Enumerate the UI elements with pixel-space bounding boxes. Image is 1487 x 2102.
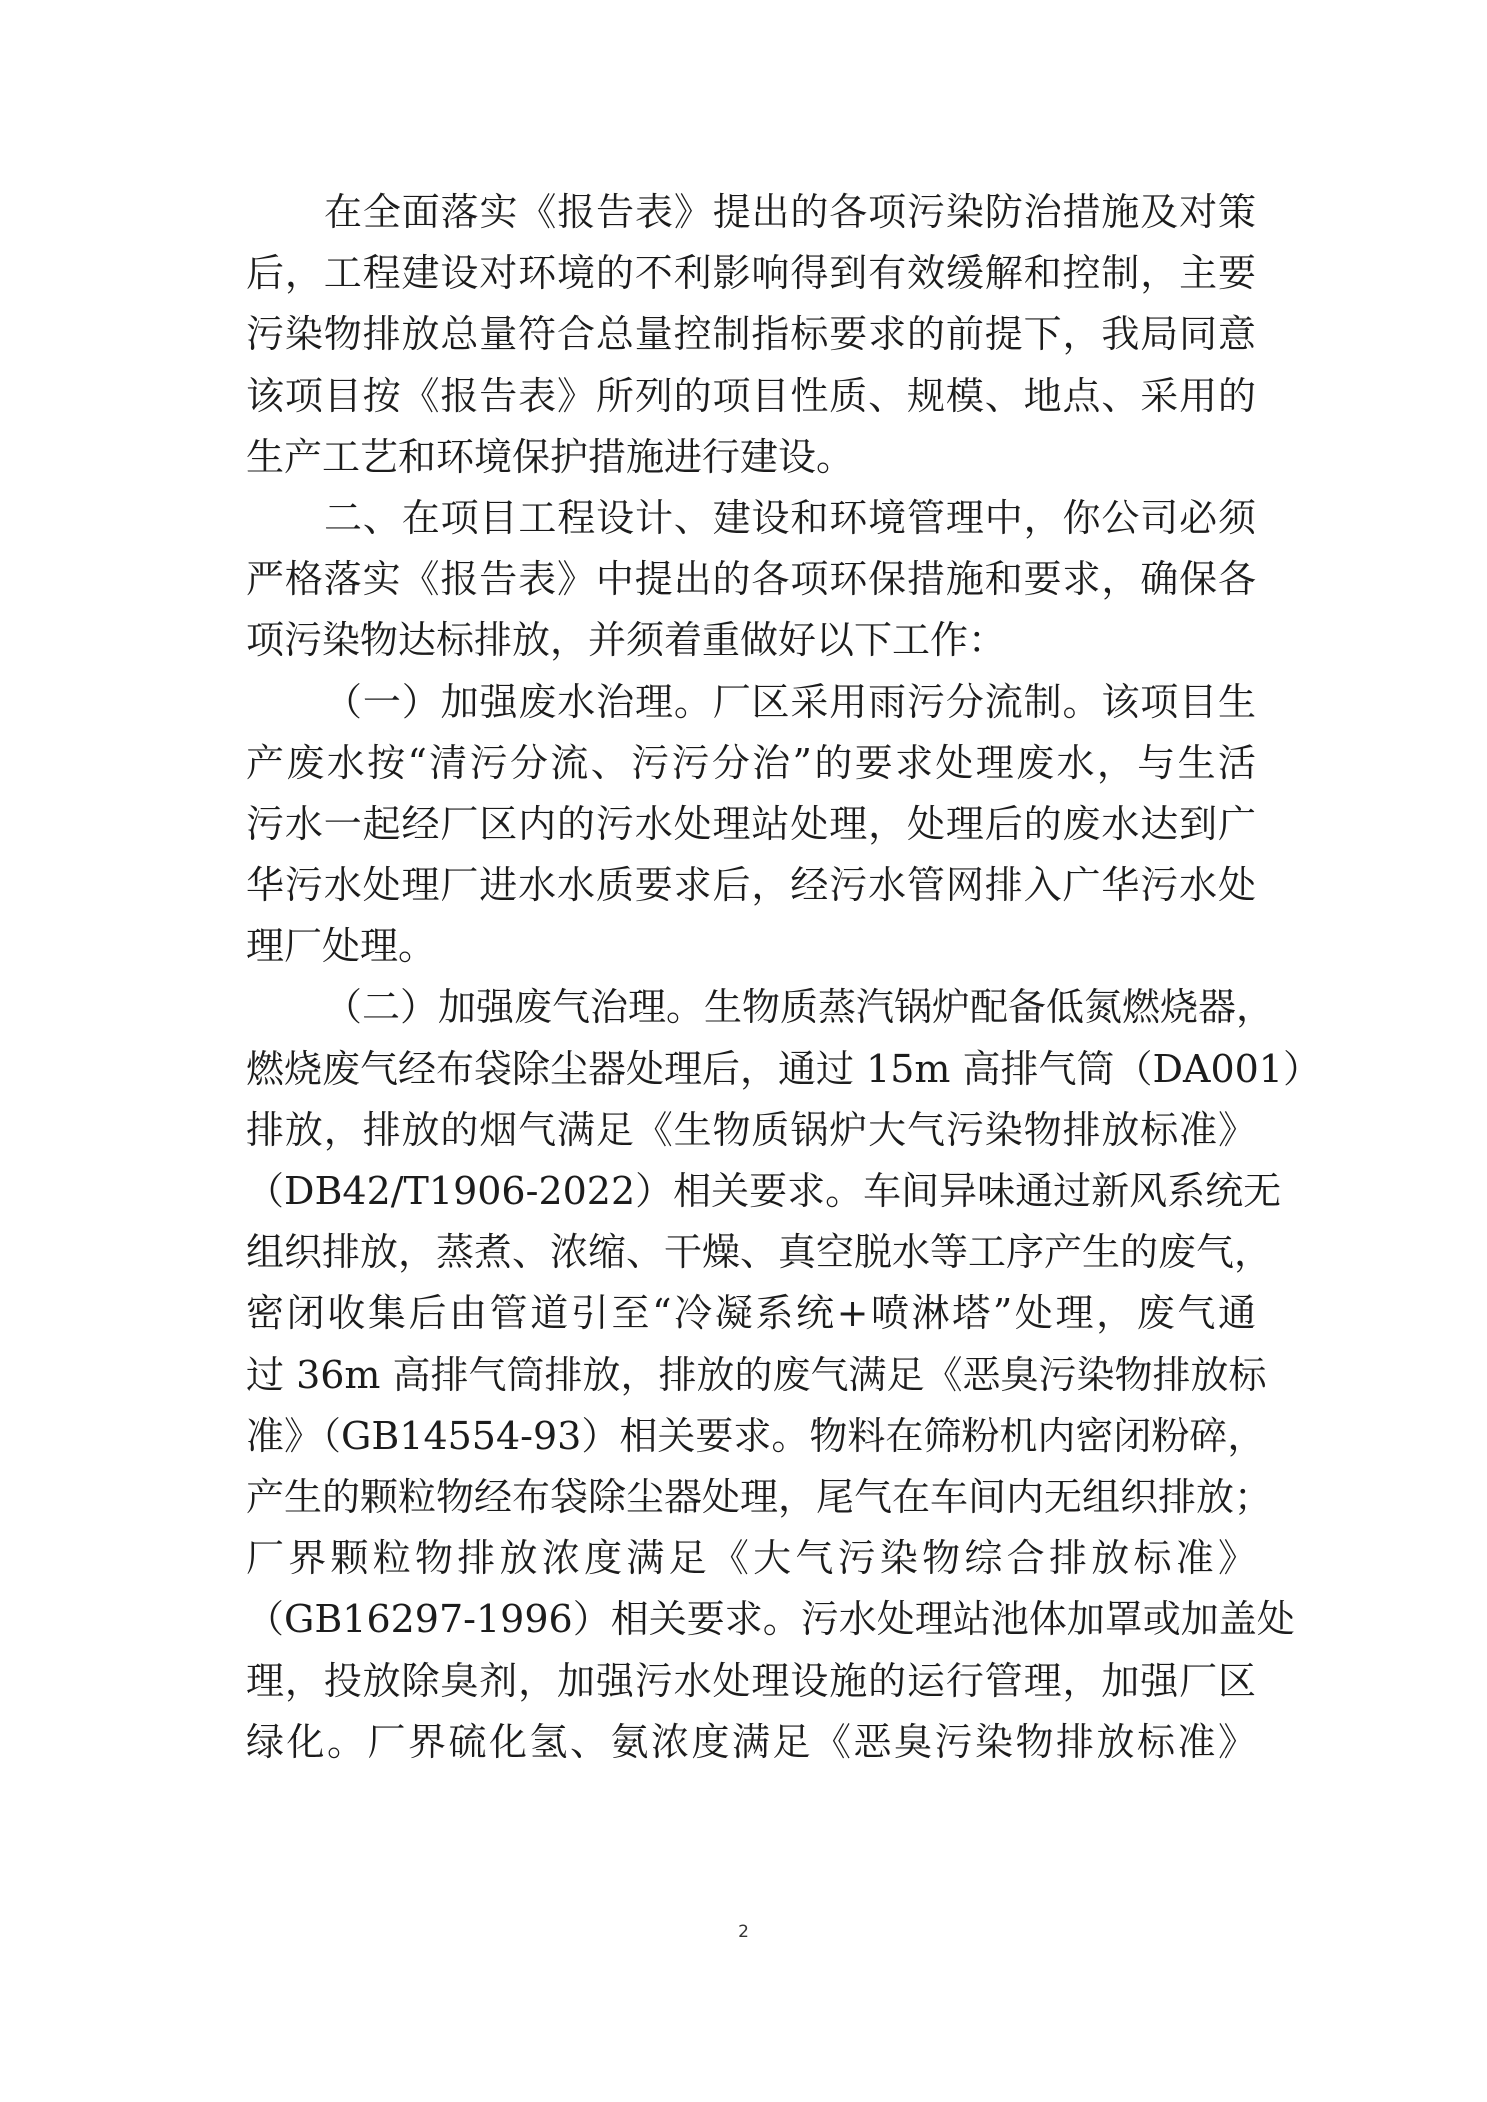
text-line: 排放，排放的烟气满足《生物质锅炉大气污染物排放标准》 [246,1107,1256,1152]
body-text [246,182,1321,1773]
text-line: （二）加强废气治理。生物质蒸汽锅炉配备低氮燃烧器， [324,985,1275,1030]
text-line: 严格落实《报告表》中提出的各项环保措施和要求，确保各 [246,557,1256,602]
text-line: 准》（GB14554-93）相关要求。物料在筛粉机内密闭粉碎， [246,1413,1266,1458]
text-line: 华污水处理厂进水水质要求后，经污水管网排入广华污水处 [246,863,1256,908]
text-line: 污水一起经厂区内的污水处理站处理，处理后的废水达到广 [246,801,1256,846]
text-line: 二、在项目工程设计、建设和环境管理中，你公司必须 [324,495,1256,540]
text-line: 生产工艺和环境保护措施进行建设。 [246,434,855,479]
text-line: （一）加强废水治理。厂区采用雨污分流制。该项目生 [324,679,1256,724]
text-line: 组织排放，蒸煮、浓缩、干燥、真空脱水等工序产生的废气， [246,1230,1273,1275]
text-line: 绿化。厂界硫化氢、氨浓度满足《恶臭污染物排放标准》 [246,1719,1256,1764]
text-line: 污染物排放总量符合总量控制指标要求的前提下，我局同意 [246,312,1256,357]
text-line: 燃烧废气经布袋除尘器处理后，通过 15m 高排气筒（DA001） [246,1046,1321,1091]
text-line: 产废水按“清污分流、污污分治”的要求处理废水，与生活 [246,740,1256,785]
text-line: （DB42/T1906-2022）相关要求。车间异味通过新风系统无 [246,1169,1282,1213]
text-line: 理厂处理。 [246,924,437,969]
text-line: 密闭收集后由管道引至“冷凝系统+喷淋塔”处理，废气通 [246,1291,1256,1336]
text-line: （GB16297-1996）相关要求。污水处理站池体加罩或加盖处 [246,1597,1295,1642]
text-line: 项污染物达标排放，并须着重做好以下工作： [246,618,1007,663]
text-line: 后，工程建设对环境的不利影响得到有效缓解和控制，主要 [246,251,1256,296]
text-line: 产生的颗粒物经布袋除尘器处理，尾气在车间内无组织排放； [246,1474,1273,1519]
text-line: 过 36m 高排气筒排放，排放的废气满足《恶臭污染物排放标 [246,1352,1267,1397]
text-line: 该项目按《报告表》所列的项目性质、规模、地点、采用的 [246,373,1256,418]
text-line: 厂界颗粒物排放浓度满足《大气污染物综合排放标准》 [246,1536,1256,1581]
text-line: 理，投放除臭剂，加强污水处理设施的运行管理，加强厂区 [246,1658,1256,1703]
text-line: 在全面落实《报告表》提出的各项污染防治措施及对策 [324,190,1256,234]
page-number: 2 [738,1922,749,1942]
